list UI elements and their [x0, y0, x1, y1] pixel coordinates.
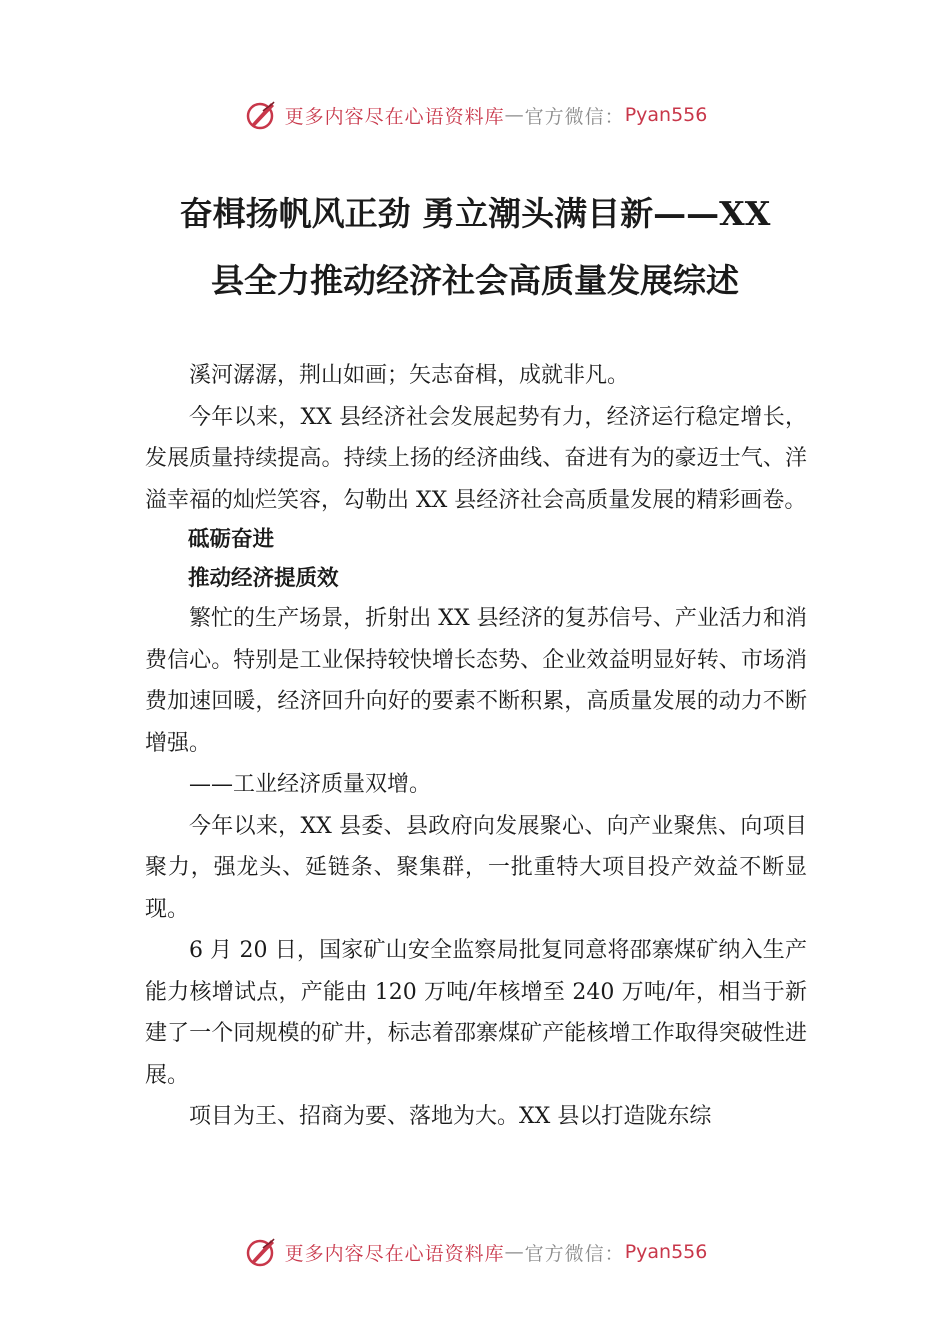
paragraph: 今年以来，XX 县经济社会发展起势有力，经济运行稳定增长，发展质量持续提高。持续上扬的经济曲线、奋进有为的豪迈士气、洋溢幸福的灿烂笑容，勾勒出 XX 县经济社会高质量发展的精彩画卷。	[145, 404, 807, 513]
quill-seal-icon	[243, 97, 279, 133]
document-title	[145, 180, 805, 314]
banner-wechat-label: 官方微信：	[524, 105, 625, 128]
banner-wechat-id: Pyan556	[624, 1241, 708, 1263]
title-line-1: 奋楫扬帆风正劲 勇立潮头满目新——XX	[179, 194, 771, 233]
section-heading: 砥砺奋进	[188, 527, 275, 552]
paragraph: 项目为王、招商为要、落地为大。XX 县以打造陇东综	[189, 1104, 712, 1129]
banner-wechat-id: Pyan556	[624, 104, 708, 126]
banner-dash: —	[504, 104, 525, 126]
paragraph: 今年以来，XX 县委、县政府向发展聚心、向产业聚焦、向项目聚力，强龙头、延链条、聚集群，一批重特大项目投产效益不断显现。	[145, 813, 807, 922]
banner-promo-text: 更多内容尽在心语资料库	[284, 105, 505, 128]
banner-promo-text: 更多内容尽在心语资料库	[284, 1242, 505, 1265]
banner-wechat-label: 官方微信：	[524, 1242, 625, 1265]
footer-watermark-banner	[0, 1232, 950, 1272]
paragraph: ——工业经济质量双增。	[189, 772, 432, 797]
quill-seal-icon	[243, 1234, 279, 1270]
section-subheading: 推动经济提质效	[188, 565, 339, 591]
header-watermark-banner	[0, 95, 950, 135]
paragraph: 溪河潺潺，荆山如画；矢志奋楫，成就非凡。	[189, 363, 630, 388]
document-body	[145, 355, 807, 1138]
paragraph: 繁忙的生产场景，折射出 XX 县经济的复苏信号、产业活力和消费信心。特别是工业保持较快增长态势、企业效益明显好转、市场消费加速回暖，经济回升向好的要素不断积累，高质量发展的动力不断增强。	[145, 606, 807, 756]
banner-dash: —	[504, 1241, 525, 1263]
paragraph: 6 月 20 日，国家矿山安全监察局批复同意将邵寨煤矿纳入生产能力核增试点，产能由 120 万吨/年核增至 240 万吨/年，相当于新建了一个同规模的矿井，标志着邵寨煤矿产能核增工作取得突破性进展。	[145, 938, 807, 1088]
title-line-2: 县全力推动经济社会高质量发展综述	[211, 261, 739, 300]
